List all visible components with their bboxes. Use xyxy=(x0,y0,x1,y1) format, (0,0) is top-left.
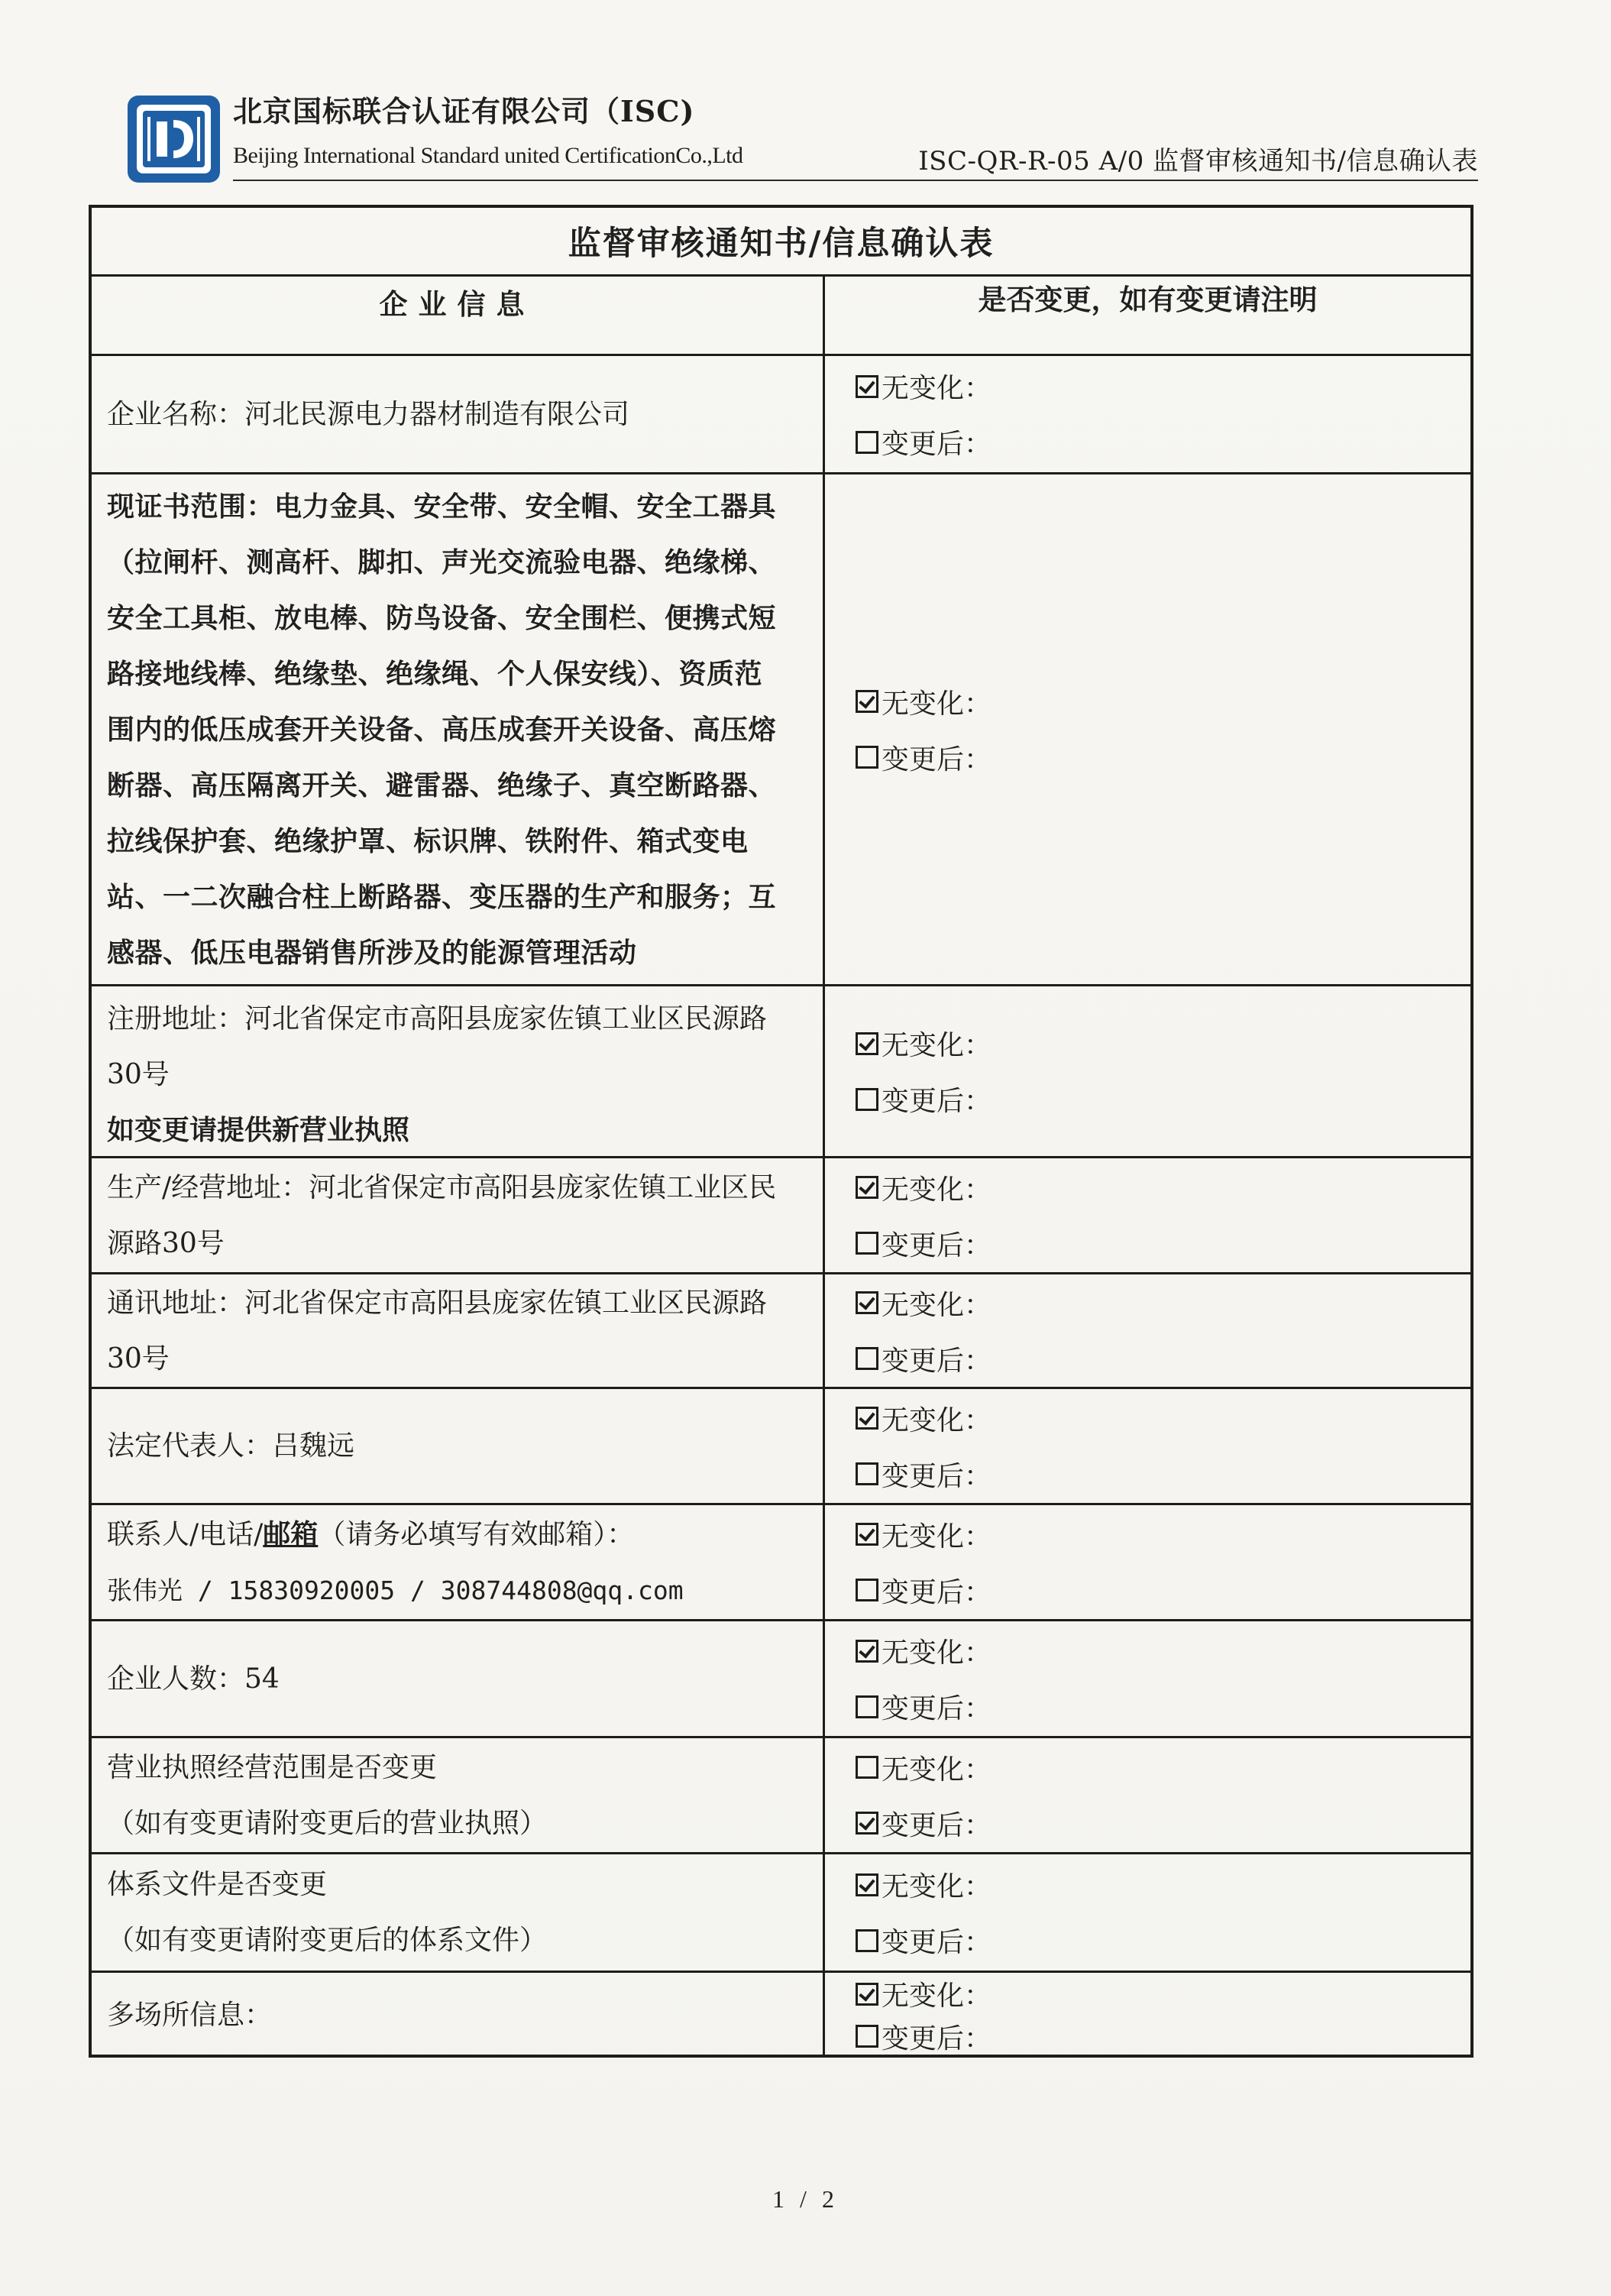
address-line: 源路30号 xyxy=(107,1227,225,1259)
change-options xyxy=(856,356,1451,472)
checkbox[interactable] xyxy=(856,1088,878,1111)
contact-label xyxy=(107,1507,810,1563)
option-label: 无变化： xyxy=(882,373,992,404)
checkbox[interactable] xyxy=(856,1640,878,1663)
change-options xyxy=(856,1973,1451,2058)
option-label: 变更后： xyxy=(882,743,992,776)
checkbox[interactable] xyxy=(856,1756,878,1779)
table-row xyxy=(92,1738,1470,1854)
scope-line: 现证书范围：电力金具、安全带、安全帽、安全工器具 xyxy=(107,491,777,523)
production-address-cell xyxy=(107,1158,810,1272)
scope-line: （拉闸杆、测高杆、脚扣、声光交流验电器、绝缘梯、 xyxy=(107,546,777,578)
change-options xyxy=(856,1274,1451,1387)
checkbox[interactable] xyxy=(856,1812,878,1835)
checkbox[interactable] xyxy=(856,1407,878,1430)
option-label: 变更后： xyxy=(882,2022,992,2055)
changed-option[interactable] xyxy=(856,1331,1451,1387)
question-text: 体系文件是否变更 xyxy=(107,1869,328,1900)
license-note: 如变更请提供新营业执照 xyxy=(107,1114,410,1146)
left-column-header: 企业信息 xyxy=(379,287,535,321)
checkbox[interactable] xyxy=(856,1032,878,1055)
changed-option[interactable] xyxy=(856,1563,1451,1618)
change-options xyxy=(856,986,1451,1156)
checkbox[interactable] xyxy=(856,431,878,454)
address-line: 30号 xyxy=(107,1059,170,1090)
company-name-cn: 北京国标联合认证有限公司（ISC) xyxy=(233,94,695,128)
confirmation-form-table xyxy=(89,205,1474,2058)
option-label: 变更后： xyxy=(882,1229,992,1261)
table-row xyxy=(92,1389,1470,1505)
changed-option[interactable] xyxy=(856,1679,1451,1734)
unchanged-option[interactable] xyxy=(856,1015,1451,1071)
table-row xyxy=(92,1274,1470,1389)
scope-line: 路接地线棒、绝缘垫、绝缘绳、个人保安线）、资质范 xyxy=(107,658,763,690)
contact-suffix: （请务必填写有效邮箱）： xyxy=(318,1518,635,1550)
option-label: 变更后： xyxy=(882,429,992,460)
checkbox[interactable] xyxy=(856,1695,878,1718)
option-label: 无变化： xyxy=(882,1289,992,1321)
option-label: 无变化： xyxy=(882,1980,992,2013)
unchanged-option[interactable] xyxy=(856,1740,1451,1796)
option-label: 无变化： xyxy=(882,1174,992,1206)
multi-site-text: 多场所信息： xyxy=(107,2000,273,2031)
option-label: 无变化： xyxy=(882,1404,992,1436)
option-label: 无变化： xyxy=(882,688,992,720)
table-row xyxy=(92,1158,1470,1274)
checkbox[interactable] xyxy=(856,1523,878,1546)
scope-line: 拉线保护套、绝缘护罩、标识牌、铁附件、箱式变电 xyxy=(107,825,749,857)
option-label: 无变化： xyxy=(882,1871,992,1903)
company-name-text: 企业名称：河北民源电力器材制造有限公司 xyxy=(107,398,630,430)
checkbox[interactable] xyxy=(856,375,878,398)
changed-option[interactable] xyxy=(856,730,1451,785)
option-label: 变更后： xyxy=(882,1693,992,1724)
option-label: 无变化： xyxy=(882,1637,992,1669)
table-row xyxy=(92,1621,1470,1738)
page-number: 1 / 2 xyxy=(772,2185,839,2213)
multi-site-cell xyxy=(107,1973,810,2058)
change-options xyxy=(856,1389,1451,1503)
change-options xyxy=(856,1621,1451,1736)
unchanged-option[interactable] xyxy=(856,1507,1451,1563)
legal-representative-text: 法定代表人：吕魏远 xyxy=(107,1430,355,1462)
contact-prefix: 联系人/电话/ xyxy=(107,1518,264,1550)
checkbox[interactable] xyxy=(856,1347,878,1370)
form-title: 监督审核通知书/信息确认表 xyxy=(92,208,1470,277)
change-options xyxy=(856,474,1451,984)
table-row xyxy=(92,986,1470,1158)
isc-logo-icon xyxy=(126,94,222,184)
option-label: 变更后： xyxy=(882,1809,992,1841)
mail-label: 邮箱 xyxy=(263,1517,319,1550)
change-options xyxy=(856,1854,1451,1971)
option-label: 无变化： xyxy=(882,1520,992,1553)
unchanged-option[interactable] xyxy=(856,1275,1451,1331)
legal-representative-cell xyxy=(107,1389,810,1503)
table-row xyxy=(92,474,1470,986)
company-name-cell xyxy=(107,356,810,472)
changed-option[interactable] xyxy=(856,2016,1451,2058)
changed-option[interactable] xyxy=(856,1071,1451,1127)
checkbox[interactable] xyxy=(856,1873,878,1896)
question-note: （如有变更请附变更后的营业执照） xyxy=(107,1807,548,1839)
certificate-scope-cell xyxy=(107,474,810,984)
right-column-header: 是否变更，如有变更请注明 xyxy=(978,283,1318,316)
checkbox[interactable] xyxy=(856,1983,878,2006)
option-label: 变更后： xyxy=(882,1927,992,1958)
registered-address-cell xyxy=(107,986,810,1156)
question-note: （如有变更请附变更后的体系文件） xyxy=(107,1925,548,1956)
unchanged-option[interactable] xyxy=(856,1973,1451,2016)
address-line: 30号 xyxy=(107,1342,170,1375)
contact-value: 张伟光 / 15830920005 / 308744808@qq.com xyxy=(107,1575,684,1605)
unchanged-option[interactable] xyxy=(856,358,1451,414)
unchanged-option[interactable] xyxy=(856,1857,1451,1912)
option-label: 变更后： xyxy=(882,1576,992,1608)
unchanged-option[interactable] xyxy=(856,674,1451,730)
checkbox[interactable] xyxy=(856,2025,878,2048)
document-header xyxy=(126,88,1478,187)
column-header-row xyxy=(92,277,1470,356)
table-row xyxy=(92,356,1470,474)
unchanged-option[interactable] xyxy=(856,1623,1451,1679)
option-label: 变更后： xyxy=(882,1345,992,1377)
change-options xyxy=(856,1158,1451,1272)
address-line: 生产/经营地址：河北省保定市高阳县庞家佐镇工业区民 xyxy=(107,1171,777,1203)
contact-cell xyxy=(107,1505,810,1619)
table-row xyxy=(92,1505,1470,1621)
changed-option[interactable] xyxy=(856,1912,1451,1968)
checkbox[interactable] xyxy=(856,690,878,713)
changed-option[interactable] xyxy=(856,414,1451,470)
scope-line: 站、一二次融合柱上断路器、变压器的生产和服务；互 xyxy=(107,881,777,913)
mailing-address-cell xyxy=(107,1274,810,1387)
change-options xyxy=(856,1505,1451,1619)
company-name-en: Beijing International Standard united CertificationCo.,Ltd xyxy=(233,143,743,168)
option-label: 无变化： xyxy=(882,1754,992,1786)
system-documents-cell xyxy=(107,1854,810,1971)
option-label: 无变化： xyxy=(882,1030,992,1061)
changed-option[interactable] xyxy=(856,1216,1451,1271)
unchanged-option[interactable] xyxy=(856,1391,1451,1446)
business-license-cell xyxy=(107,1738,810,1852)
question-text: 营业执照经营范围是否变更 xyxy=(107,1751,438,1783)
checkbox[interactable] xyxy=(856,1462,878,1485)
checkbox[interactable] xyxy=(856,1579,878,1601)
checkbox[interactable] xyxy=(856,1176,878,1199)
employee-count-text: 企业人数：54 xyxy=(107,1663,280,1695)
employee-count-cell xyxy=(107,1621,810,1736)
changed-option[interactable] xyxy=(856,1446,1451,1502)
checkbox[interactable] xyxy=(856,1929,878,1952)
address-line: 注册地址：河北省保定市高阳县庞家佐镇工业区民源路 xyxy=(107,1003,768,1035)
checkbox[interactable] xyxy=(856,746,878,769)
changed-option[interactable] xyxy=(856,1796,1451,1851)
scope-line: 安全工具柜、放电棒、防鸟设备、安全围栏、便携式短 xyxy=(107,602,777,634)
scope-line: 围内的低压成套开关设备、高压成套开关设备、高压熔 xyxy=(107,714,777,746)
address-line: 通讯地址：河北省保定市高阳县庞家佐镇工业区民源路 xyxy=(107,1287,768,1319)
change-options xyxy=(856,1738,1451,1852)
unchanged-option[interactable] xyxy=(856,1160,1451,1216)
scope-line: 感器、低压电器销售所涉及的能源管理活动 xyxy=(107,937,637,969)
option-label: 变更后： xyxy=(882,1086,992,1117)
header-divider xyxy=(233,180,1478,181)
checkbox[interactable] xyxy=(856,1291,878,1314)
table-row xyxy=(92,1854,1470,1973)
checkbox[interactable] xyxy=(856,1232,878,1255)
option-label: 变更后： xyxy=(882,1460,992,1492)
table-row xyxy=(92,1973,1470,2058)
document-code: ISC-QR-R-05 A/0 监督审核通知书/信息确认表 xyxy=(918,146,1478,176)
scope-line: 断器、高压隔离开关、避雷器、绝缘子、真空断路器、 xyxy=(107,769,777,801)
